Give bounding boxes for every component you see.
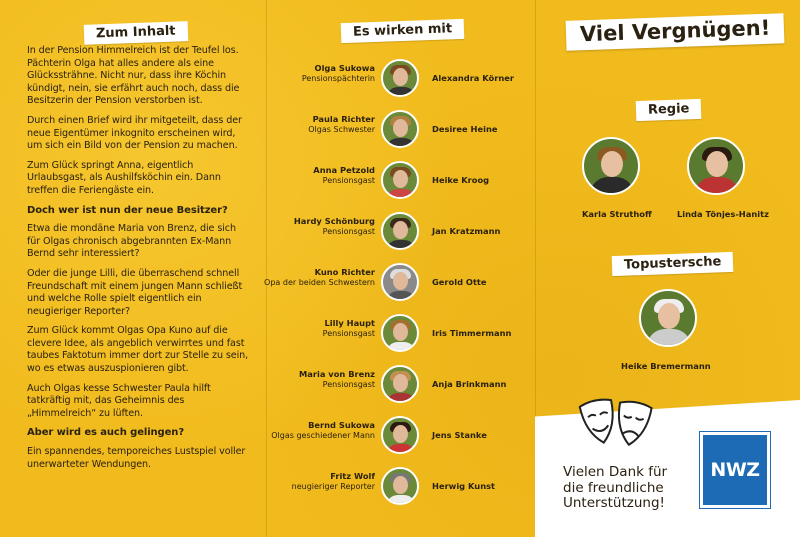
role-name: Paula Richter (312, 114, 375, 124)
paragraph: Ein spannendes, temporeiches Lustspiel voller unerwarteter Wendungen. (27, 446, 246, 470)
thanks-text (563, 465, 667, 512)
question: Doch wer ist nun der neue Besitzer? (27, 204, 228, 216)
cast-row (280, 465, 525, 515)
prompter-name: Heike Bremermann (621, 361, 711, 371)
role-desc: Opa der beiden Schwestern (264, 277, 375, 287)
actor-photo (381, 365, 419, 403)
actor-name: Herwig Kunst (432, 481, 496, 491)
role (255, 63, 375, 84)
paragraph: Oder die junge Lilli, die überraschend schnell Freundschaft mit einem jungen Mann schließt und welche Rolle spielt eigentlich ein neugieriger Reporter? (27, 267, 243, 317)
cast-row (271, 414, 525, 464)
role (255, 114, 375, 135)
director-photo (582, 137, 640, 195)
actor-name: Anja Brinkmann (432, 379, 507, 389)
role (255, 420, 375, 441)
nwz-logo (700, 432, 770, 508)
actor-photo (381, 110, 419, 148)
actor-name: Heike Kroog (432, 175, 490, 185)
actor-name: Desiree Heine (432, 124, 498, 134)
heading-topustersche: Topustersche (612, 252, 734, 276)
actor-name: Gerold Otte (432, 277, 487, 287)
actor-name: Jan Kratzmann (432, 226, 501, 236)
paragraph: Etwa die mondäne Maria von Brenz, die sich für Olgas chronisch abgebrannten Ex-Mann Bernd sehr interessiert? (27, 223, 236, 260)
role-desc: neugieriger Reporter (291, 481, 375, 491)
thanks-line: die freundliche (563, 479, 664, 496)
role (255, 471, 375, 492)
theater-masks-icon (578, 395, 658, 457)
role-desc: Pensionsgast (322, 226, 375, 236)
role-name: Lilly Haupt (324, 318, 375, 328)
role-name: Fritz Wolf (330, 471, 375, 481)
cast-row (280, 312, 525, 362)
heading-regie: Regie (636, 99, 702, 121)
paragraph: Zum Glück springt Anna, eigentlich Urlaubsgast, als Aushilfsköchin ein. Dann treffen die Feriengäste ein. (27, 159, 221, 196)
role (255, 165, 375, 186)
role-desc: Pensionsgast (322, 328, 375, 338)
thanks-line: Vielen Dank für (563, 464, 668, 480)
role-name: Kuno Richter (314, 267, 375, 277)
role-desc: Olgas geschiedener Mann (271, 430, 375, 440)
actor-photo (381, 263, 419, 301)
role-name: Hardy Schönburg (293, 216, 375, 226)
director-photo (687, 137, 745, 195)
title-viel-vergnuegen: Viel Vergnügen! (566, 13, 785, 51)
heading-zum-inhalt: Zum Inhalt (84, 21, 188, 45)
cast-row (280, 363, 525, 413)
actor-photo (381, 212, 419, 250)
director-name: Linda Tönjes-Hanitz (677, 209, 769, 219)
actor-name: Jens Stanke (432, 430, 487, 440)
role-name: Maria von Brenz (299, 369, 375, 379)
actor-photo (381, 467, 419, 505)
role-name: Bernd Sukowa (308, 420, 375, 430)
role-desc: Pensionsgast (322, 379, 375, 389)
synopsis (27, 45, 249, 478)
cast-row (280, 159, 525, 209)
paragraph: Zum Glück kommt Olgas Opa Kuno auf die clevere Idee, als angeblich verwirrtes und fast taubes Faktotum immer dort zur Stelle zu sein, wo es etwas auszuspionieren gibt. (27, 325, 249, 375)
cast-row (264, 261, 525, 311)
director-name: Karla Struthoff (582, 209, 652, 219)
role-desc: Olgas Schwester (308, 124, 375, 134)
heading-es-wirken-mit: Es wirken mit (341, 19, 465, 43)
paragraph: In der Pension Himmelreich ist der Teufel los. Pächterin Olga hat alles andere als eine Glückssträhne. Nicht nur, dass ihre Köchin kündigt, nein, sie erfährt auch noch, dass die Besitzerin der Pension verstorben ist. (27, 45, 240, 107)
cast-row (280, 57, 525, 107)
role (255, 216, 375, 237)
role (255, 318, 375, 339)
cast-row (280, 108, 525, 158)
logo-text: NWZ (710, 459, 760, 481)
prompter-photo (639, 289, 697, 347)
actor-photo (381, 161, 419, 199)
thanks-line: Unterstützung! (563, 495, 665, 511)
question: Aber wird es auch gelingen? (27, 427, 185, 439)
role-desc: Pensionsgast (322, 175, 375, 185)
role-name: Anna Petzold (313, 165, 375, 175)
role (255, 369, 375, 390)
cast-row (280, 210, 525, 260)
actor-photo (381, 416, 419, 454)
role-desc: Pensionspächterin (301, 73, 375, 83)
paragraph: Durch einen Brief wird ihr mitgeteilt, dass der neue Eigentümer inkognito erscheinen wird, um sich ein Bild von der Pension zu machen. (27, 114, 242, 152)
actor-photo (381, 314, 419, 352)
role-name: Olga Sukowa (314, 63, 375, 73)
role (255, 267, 375, 288)
actor-name: Alexandra Körner (432, 73, 514, 83)
paragraph: Auch Olgas kesse Schwester Paula hilft tatkräftig mit, das Geheimnis des „Himmelreich“ zu lüften. (27, 382, 211, 419)
actor-name: Iris Timmermann (432, 328, 512, 338)
actor-photo (381, 59, 419, 97)
